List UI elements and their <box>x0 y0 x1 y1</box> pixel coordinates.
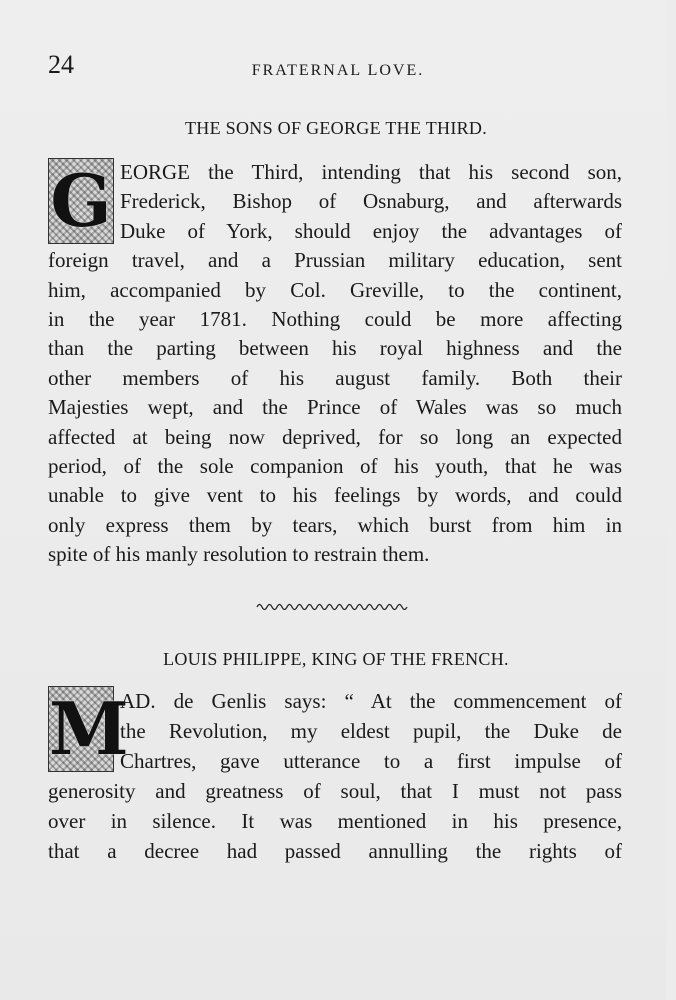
dropcap-letter: G <box>50 158 112 243</box>
paragraph-louis-philippe <box>48 686 622 866</box>
wavy-divider-ornament <box>257 601 409 613</box>
section-title-louis-philippe: LOUIS PHILIPPE, KING OF THE FRENCH. <box>163 649 509 669</box>
text-line: only express them by tears, which burst from him in <box>48 512 622 537</box>
section-title-george: THE SONS OF GEORGE THE THIRD. <box>184 118 488 138</box>
text-line: other members of his august family. Both their <box>48 365 622 390</box>
text-line: him, accompanied by Col. Greville, to the continent, <box>48 277 622 302</box>
text-line: Chartres, gave utterance to a first impulse of <box>120 749 622 773</box>
text-line: generosity and greatness of soul, that I must not pass <box>48 779 622 803</box>
text-line: Duke of York, should enjoy the advantages of <box>120 218 622 243</box>
paragraph-george <box>48 158 622 569</box>
running-head: FRATERNAL LOVE. <box>251 62 425 79</box>
page-number: 24 <box>48 50 74 79</box>
text-line: than the parting between his royal highness and the <box>48 336 622 361</box>
text-line: affected at being now deprived, for so long an expected <box>48 424 622 449</box>
text-line: AD. de Genlis says: “ At the commencement of <box>120 689 622 713</box>
text-line: unable to give vent to his feelings by words, and could <box>48 483 622 508</box>
text-line: foreign travel, and a Prussian military education, sent <box>48 248 622 273</box>
text-line: Frederick, Bishop of Osnaburg, and afterwards <box>120 189 622 214</box>
dropcap-letter: M <box>49 686 129 771</box>
text-line: over in silence. It was mentioned in his presence, <box>48 809 622 833</box>
text-line: spite of his manly resolution to restrain them. <box>48 542 430 567</box>
text-line: period, of the sole companion of his youth, that he was <box>48 453 622 478</box>
text-line: Majesties wept, and the Prince of Wales was so much <box>48 395 622 420</box>
text-line: the Revolution, my eldest pupil, the Duke de <box>120 719 622 743</box>
text-line: EORGE the Third, intending that his second son, <box>120 160 622 184</box>
text-line: in the year 1781. Nothing could be more affecting <box>48 306 622 331</box>
text-line: that a decree had passed annulling the rights of <box>48 839 622 863</box>
